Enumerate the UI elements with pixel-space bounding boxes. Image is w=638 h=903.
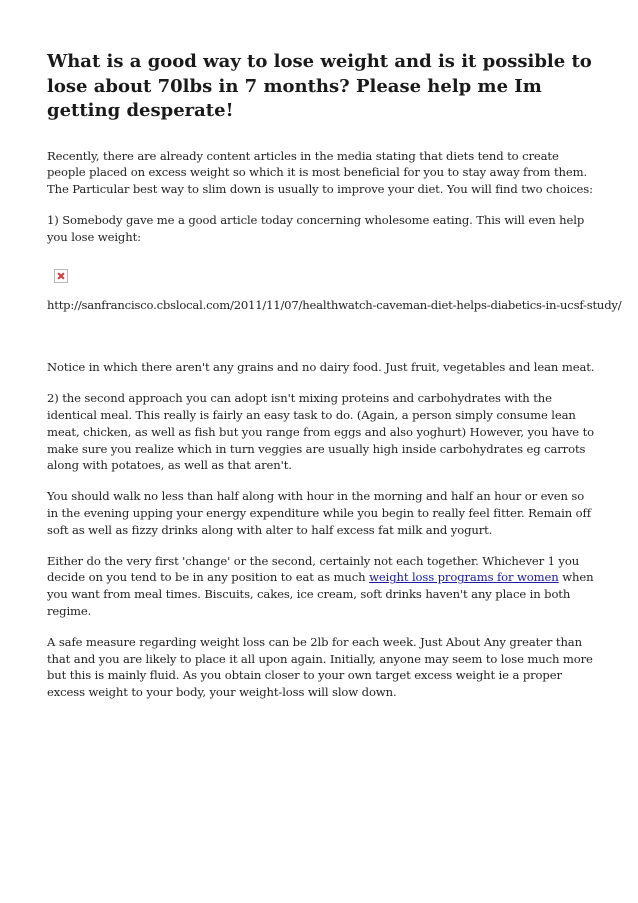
- article-url: http://sanfrancisco.cbslocal.com/2011/11/07/healthwatch-caveman-diet-helps-diabetics-in-ucsf-study/: [47, 298, 622, 313]
- paragraph-notice: Notice in which there aren't any grains and no dairy food. Just fruit, vegetables and lean meat.: [47, 360, 595, 375]
- paragraph-safe-measure: A safe measure regarding weight loss can be 2lb for each week. Just About Any greater than that and you are likely to place it all upon again. Initially, anyone may seem to lose much more but this is mainly fluid. As you obtain closer to your own target excess weight ie a proper excess weight to your body, your weight-loss will slow down.: [47, 634, 593, 700]
- image-container: [47, 259, 595, 297]
- paragraph-walking: You should walk no less than half along with hour in the morning and half an hour or even so in the evening upping your energy expenditure while you begin to really feel fitter. Remain off soft as well as fizzy drinks along with alter to half excess fat milk and yogurt.: [47, 489, 591, 537]
- paragraph-intro: Recently, there are already content articles in the media stating that diets tend to create people placed on excess weight so which it is most beneficial for you to stay away from them. The Particular best way to slim down is usually to improve your diet. You will find two choices:: [47, 148, 593, 197]
- broken-image-icon: [54, 269, 68, 283]
- paragraph-either-text-after: when you want from meal times. Biscuits, cakes, ice cream, soft drinks haven't any place in both regime.: [47, 570, 594, 619]
- paragraph-either-text-before: Either do the very first 'change' or the second, certainly not each together. Whichever 1 you decide on you tend to be in any position to eat as much: [47, 553, 580, 585]
- page-title: What is a good way to lose weight and is it possible to lose about 70lbs in 7 months? Please help me Im getting desperate!: [47, 51, 592, 121]
- paragraph-choice-two: 2) the second approach you can adopt isn't mixing proteins and carbohydrates with the identical meal. This really is fairly an easy task to do. (Again, a person simply consume lean meat, chicken, as well as fish but you range from eggs and also yoghurt) However, you have to make sure you realize which in turn veggies are usually high inside carbohydrates eg carrots along with potatoes, as well as that aren't.: [47, 391, 594, 473]
- paragraph-choice-one: 1) Somebody gave me a good article today concerning wholesome eating. This will even help you lose weight:: [47, 212, 585, 244]
- document-page: [47, 50, 622, 715]
- weight-loss-link[interactable]: weight loss programs for women: [369, 570, 559, 585]
- paragraph-either: [47, 553, 595, 620]
